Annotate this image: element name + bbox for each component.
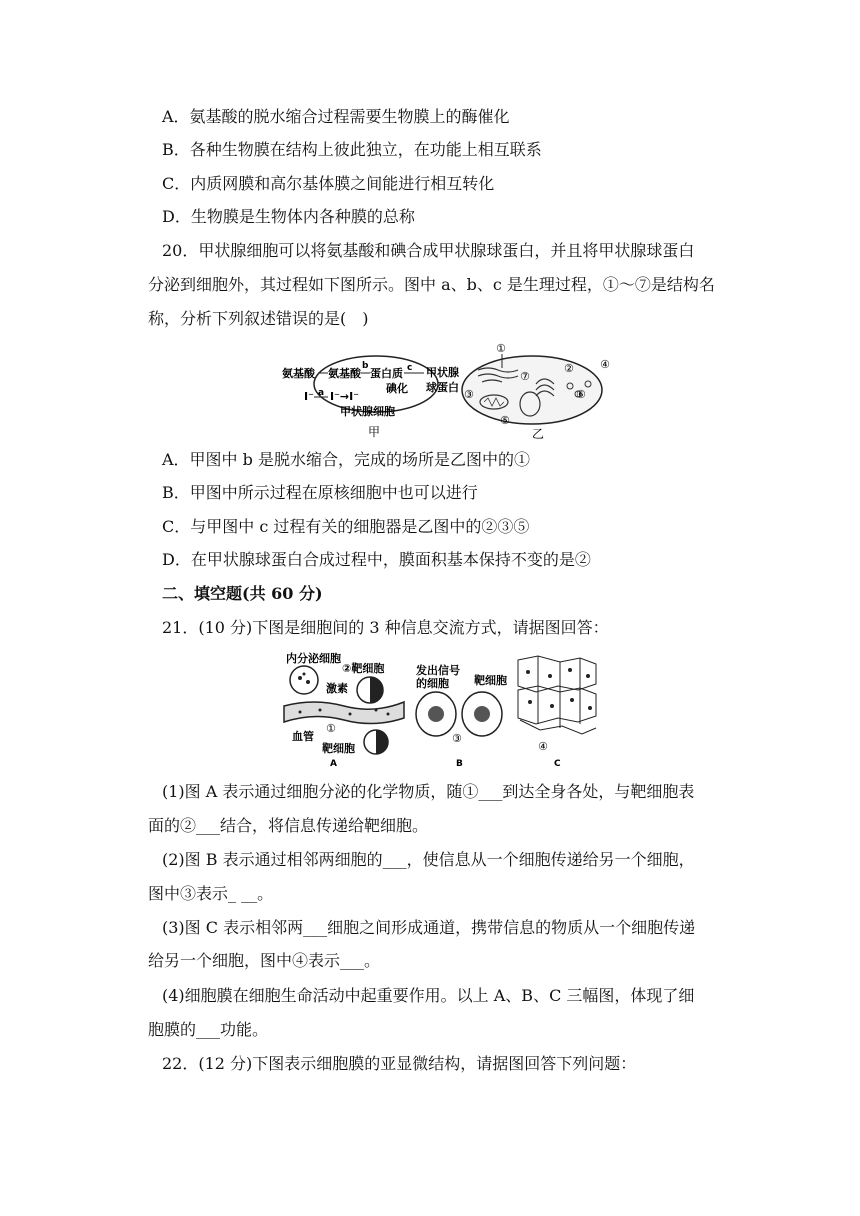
section-2-heading: 二、填空题(共 60 分): [162, 584, 323, 603]
fig-iodide-outside: I⁻: [304, 390, 314, 403]
fig-b-sender-2: 的细胞: [416, 677, 449, 690]
fig-a-target1: ②靶细胞: [342, 662, 385, 675]
fig-n5: ⑤: [500, 414, 510, 427]
thyroid-cell-outline: [314, 356, 438, 412]
q20-stem-line-3: 称，分析下列叙述错误的是( ): [148, 309, 369, 328]
q19-option-c: C．内质网膜和高尔基体膜之间能进行相互转化: [162, 174, 495, 193]
fig-a-vessel: 血管: [292, 730, 314, 743]
q21-sub-line-7: (4)细胞膜在细胞生命活动中起重要作用。以上 A、B、C 三幅图，体现了细: [162, 986, 695, 1005]
fig-b-target: 靶细胞: [474, 674, 507, 687]
q21-stem: 21．(10 分)下图是细胞间的 3 种信息交流方式，请据图回答：: [162, 618, 609, 637]
fig-iodide-chain: I⁻→I⁻: [330, 390, 360, 403]
fig-b-label: b: [362, 361, 369, 371]
fig-aa-inside: 氨基酸: [328, 367, 361, 380]
fig-n2: ②: [564, 362, 574, 375]
q21-sub-line-6: 给另一个细胞，图中④表示___。: [148, 951, 381, 970]
q21-sub-line-3: (2)图 B 表示通过相邻两细胞的___，使信息从一个细胞传递给另一个细胞，: [162, 850, 695, 869]
q19-option-a: A．氨基酸的脱水缩合过程需要生物膜上的酶催化: [162, 107, 510, 126]
fig-b-caption: B: [456, 759, 463, 768]
fig-a-target2: 靶细胞: [322, 742, 355, 755]
fig-caption-jia: 甲: [368, 425, 381, 439]
fig-caption-yi: 乙: [532, 427, 545, 441]
fig-a-hormone: 激素: [326, 682, 348, 695]
blood-vessel: [284, 702, 404, 724]
fig-a-endocrine: 内分泌细胞: [286, 652, 341, 665]
q20-stem-line-2: 分泌到细胞外，其过程如下图所示。图中 a、b、c 是生理过程，①～⑦是结构名: [148, 275, 715, 294]
plant-cell-network: [518, 656, 596, 734]
fig-product-2: 球蛋白: [426, 381, 459, 394]
q21-sub-line-8: 胞膜的___功能。: [148, 1020, 269, 1039]
q21-sub-line-1: (1)图 A 表示通过细胞分泌的化学物质，随①___到达全身各处，与靶细胞表: [162, 782, 695, 801]
endocrine-cell: [290, 666, 318, 694]
q19-option-b: B．各种生物膜在结构上彼此独立，在功能上相互联系: [162, 140, 542, 159]
q20-option-c: C．与甲图中 c 过程有关的细胞器是乙图中的②③⑤: [162, 517, 530, 536]
fig-b-n3: ③: [452, 732, 462, 745]
q20-option-b: B．甲图中所示过程在原核细胞中也可以进行: [162, 483, 478, 502]
q20-option-a: A．甲图中 b 是脱水缩合，完成的场所是乙图中的①: [162, 450, 530, 469]
fig-a-caption: A: [330, 759, 337, 768]
fig-iodination: 碘化: [386, 382, 408, 395]
q22-stem: 22．(12 分)下图表示细胞膜的亚显微结构，请据图回答下列问题：: [162, 1054, 637, 1073]
fig-product-1: 甲状腺: [426, 366, 459, 379]
fig-c-n4: ④: [538, 740, 548, 753]
fig-n6: ⑥: [576, 388, 586, 401]
fig-cell-label: 甲状腺细胞: [340, 405, 395, 418]
fig-c-caption: C: [554, 759, 561, 768]
fig-protein: 蛋白质: [370, 367, 403, 380]
q21-sub-line-2: 面的②___结合，将信息传递给靶细胞。: [148, 816, 429, 835]
q21-sub-line-4: 图中③表示_ __。: [148, 884, 274, 903]
fig-n1: ①: [496, 342, 506, 355]
q19-option-d: D．生物膜是生物体内各种膜的总称: [162, 207, 415, 226]
q21-figure: [280, 650, 620, 768]
fig-n7: ⑦: [520, 370, 530, 383]
fig-a-n1: ①: [326, 722, 336, 735]
fig-a-label: a: [318, 388, 325, 398]
q20-option-d: D．在甲状腺球蛋白合成过程中，膜面积基本保持不变的是②: [162, 550, 591, 569]
fig-n4: ④: [600, 358, 610, 371]
fig-b-sender-1: 发出信号: [416, 664, 460, 677]
fig-aa-outside: 氨基酸: [282, 367, 315, 380]
q20-figure: [278, 340, 618, 444]
q21-sub-line-5: (3)图 C 表示相邻两___细胞之间形成通道，携带信息的物质从一个细胞传递: [162, 918, 696, 937]
fig-n3: ③: [464, 388, 474, 401]
q20-stem-line-1: 20．甲状腺细胞可以将氨基酸和碘合成甲状腺球蛋白，并且将甲状腺球蛋白: [162, 241, 695, 260]
fig-c-label: c: [407, 363, 413, 373]
